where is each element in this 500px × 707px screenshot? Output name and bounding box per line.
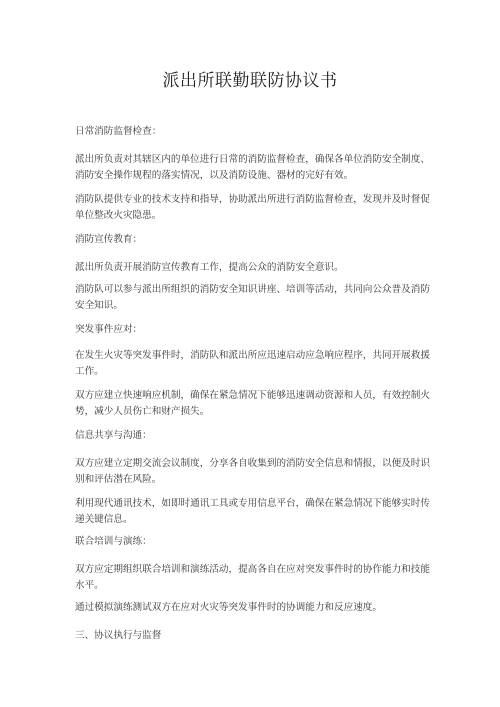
paragraph: 在发生火灾等突发事件时，消防队和派出所应迅速启动应急响应程序，共同开展救援工作。 (75, 350, 430, 377)
paragraph: 利用现代通讯技术，如即时通讯工具或专用信息平台，确保在紧急情况下能够实时传递关键信息。 (75, 498, 430, 525)
section-heading-information-sharing: 信息共享与沟通： (75, 430, 152, 441)
section-heading-joint-training: 联合培训与演练： (75, 536, 152, 547)
paragraph: 消防队提供专业的技术支持和指导，协助派出所进行消防监督检查，发现并及时督促单位整改火灾隐患。 (75, 194, 430, 221)
section-heading-daily-inspection: 日常消防监督检查： (75, 126, 162, 137)
section-heading-publicity-education: 消防宣传教育： (75, 234, 143, 245)
paragraph: 双方应定期组织联合培训和演练活动，提高各自在应对突发事件时的协作能力和技能水平。 (75, 564, 430, 591)
section-heading-agreement-execution: 三、协议执行与监督 (75, 630, 162, 641)
section-heading-emergency-response: 突发事件应对： (75, 324, 143, 335)
paragraph: 双方应建立快速响应机制，确保在紧急情况下能够迅速调动资源和人员，有效控制火势，减少人员伤亡和财产损失。 (75, 390, 430, 417)
paragraph: 派出所负责开展消防宣传教育工作，提高公众的消防安全意识。 (75, 262, 344, 273)
paragraph: 双方应建立定期交流会议制度，分享各自收集到的消防安全信息和情报，以便及时识别和评估潜在风险。 (75, 458, 430, 485)
paragraph: 消防队可以参与派出所组织的消防安全知识讲座、培训等活动，共同向公众普及消防安全知识。 (75, 284, 430, 311)
paragraph: 派出所负责对其辖区内的单位进行日常的消防监督检查，确保各单位消防安全制度、消防安全操作规程的落实情况，以及消防设施、器材的完好有效。 (75, 154, 430, 181)
paragraph: 通过模拟演练测试双方在应对火灾等突发事件时的协调能力和反应速度。 (75, 602, 382, 613)
document-title: 派出所联勤联防协议书 (162, 71, 338, 91)
